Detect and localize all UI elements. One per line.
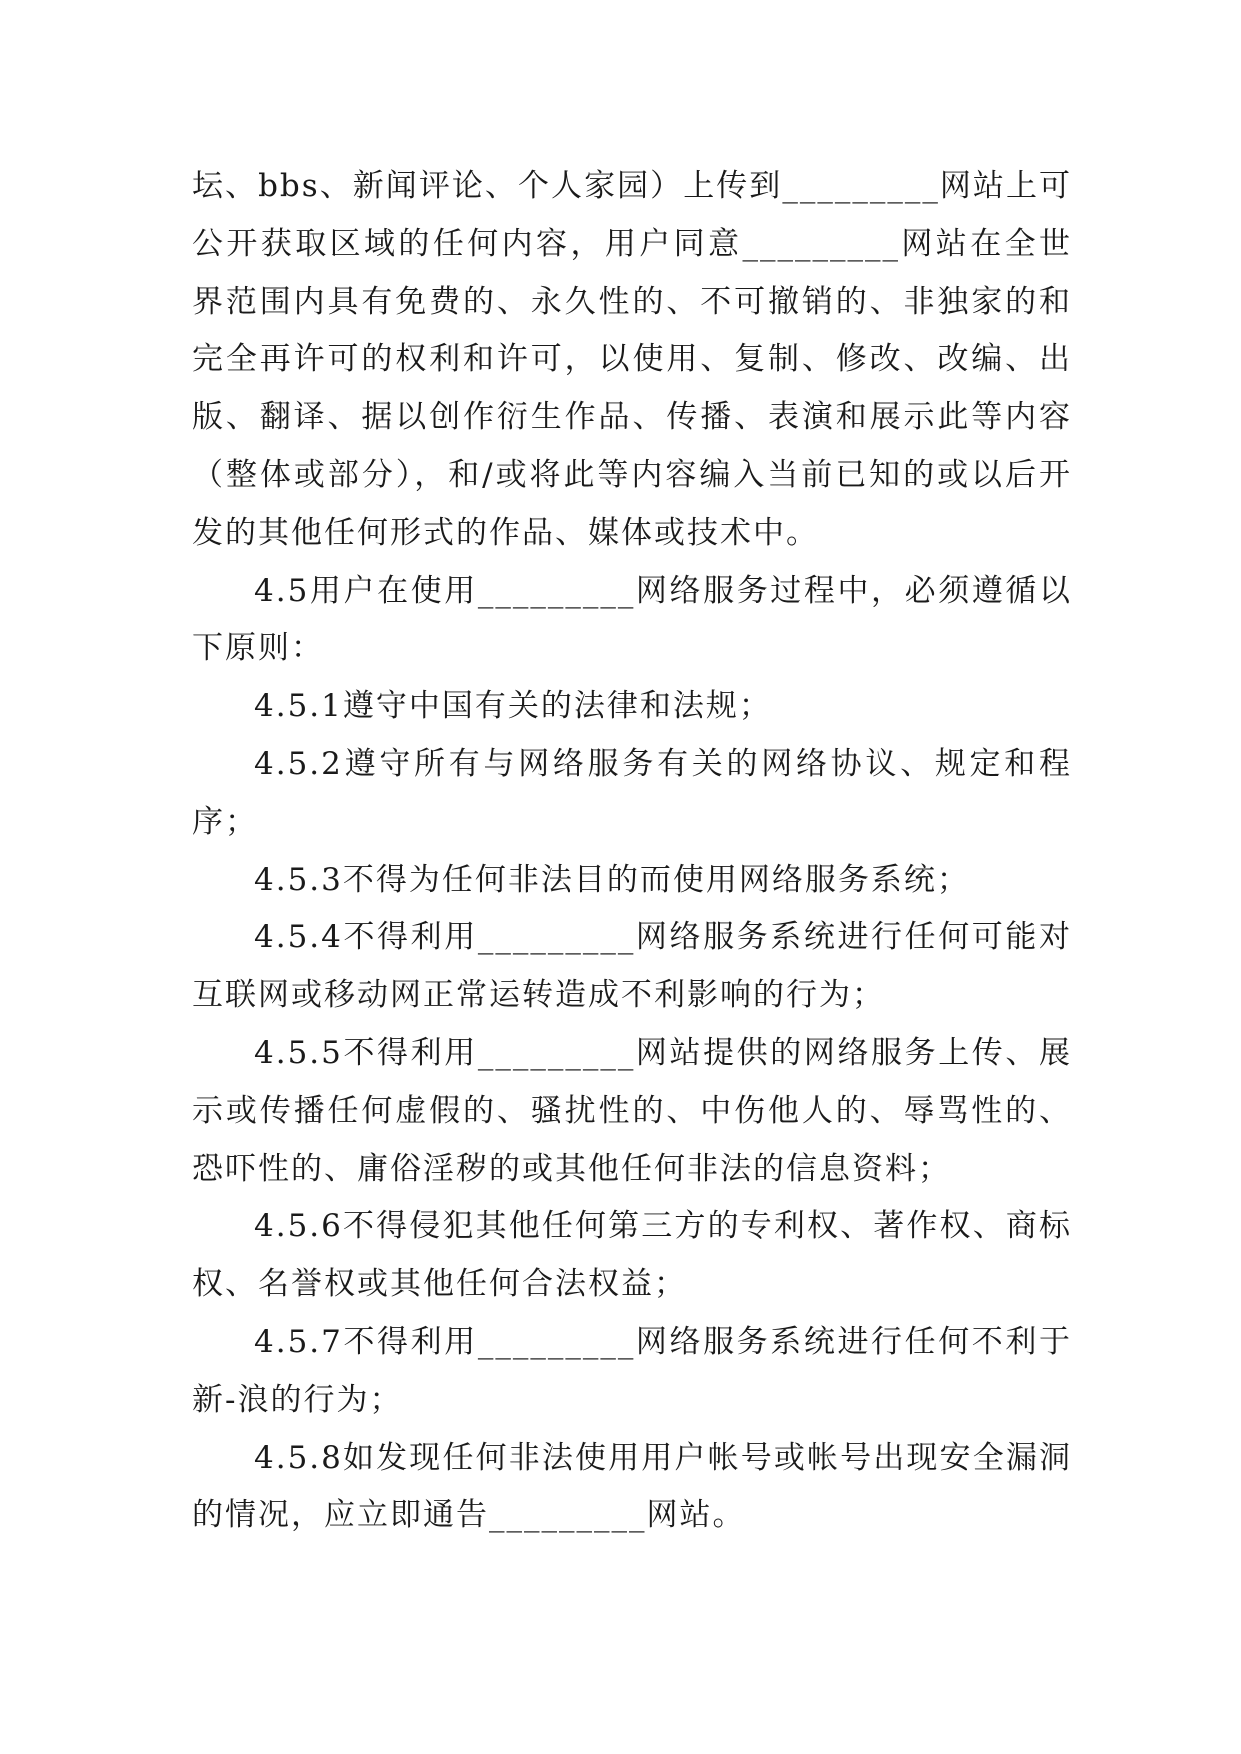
paragraph-4-5-4: 4.5.4不得利用_________网络服务系统进行任何可能对互联网或移动网正常运转造成不利影响的行为；: [192, 919, 1072, 1014]
paragraph-4-5-2: 4.5.2遵守所有与网络服务有关的网络协议、规定和程序；: [192, 745, 1072, 840]
paragraph-4-5-1: 4.5.1遵守中国有关的法律和法规；: [254, 688, 772, 725]
paragraph-4-5-6: 4.5.6不得侵犯其他任何第三方的专利权、著作权、商标权、名誉权或其他任何合法权益；: [192, 1208, 1072, 1303]
paragraph-4-5-5: 4.5.5不得利用_________网站提供的网络服务上传、展示或传播任何虚假的、骚扰性的、中伤他人的、辱骂性的、恐吓性的、庸俗淫秽的或其他任何非法的信息资料；: [192, 1034, 1072, 1187]
paragraph-4-5: 4.5用户在使用_________网络服务过程中，必须遵循以下原则：: [192, 572, 1072, 667]
paragraph-4-5-8: 4.5.8如发现任何非法使用用户帐号或帐号出现安全漏洞的情况，应立即通告_________网站。: [192, 1439, 1072, 1534]
paragraph-4-5-3: 4.5.3不得为任何非法目的而使用网络服务系统；: [254, 861, 970, 898]
paragraph-content-license: 坛、bbs、新闻评论、个人家园）上传到_________网站上可公开获取区域的任何内容，用户同意_________网站在全世界范围内具有免费的、永久性的、不可撤销的、非独家的和完全再许可的权利和许可，以使用、复制、修改、改编、出版、翻译、据以创作衍生作品、传播、表演和展示此等内容（整体或部分），和/或将此等内容编入当前已知的或以后开发的其他任何形式的作品、媒体或技术中。: [192, 168, 1072, 551]
paragraph-4-5-7: 4.5.7不得利用_________网络服务系统进行任何不利于新-浪的行为；: [192, 1323, 1072, 1418]
document-body: [192, 158, 1072, 1545]
